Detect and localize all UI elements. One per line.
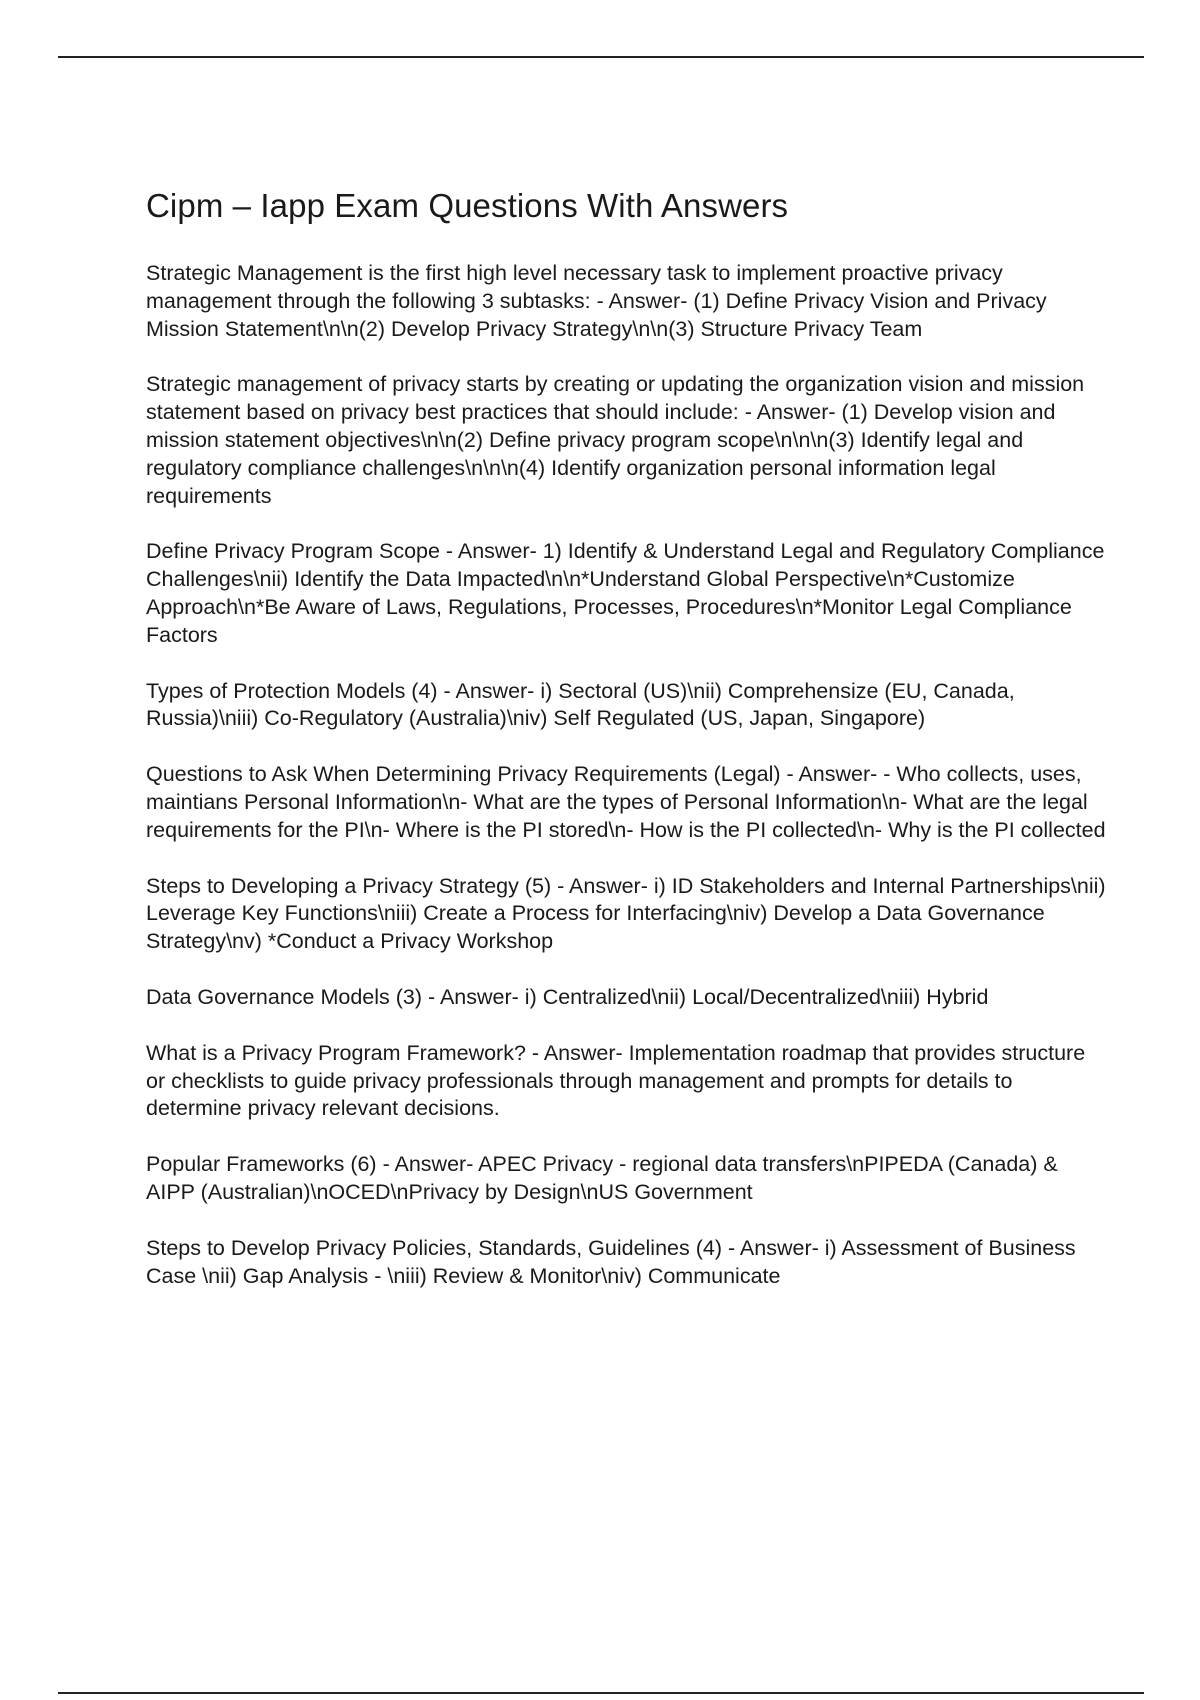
qa-entry-program-framework: What is a Privacy Program Framework? - Answer- Implementation roadmap that provides structure or checklists to guide privacy professionals through management and prompts for details to determine privacy relevant decisions. xyxy=(146,1040,1086,1121)
document-body xyxy=(146,186,1106,1318)
qa-entry-vision-mission: Strategic management of privacy starts by creating or updating the organization vision and mission statement based on privacy best practices that should include: - Answer- (1) Develop vision and mission statement objectives\n\n(2) Define privacy program scope\n\n\n(3) Identify legal and regulatory compliance challenges\n\n\n(4) Identify organization personal information legal requirements xyxy=(146,372,1085,508)
qa-entry-popular-frameworks: Popular Frameworks (6) - Answer- APEC Privacy - regional data transfers\nPIPEDA (Canada) & AIPP (Australian)\nOCED\nPrivacy by Design\nUS Government xyxy=(146,1152,1058,1204)
document-title: Cipm – Iapp Exam Questions With Answers xyxy=(146,187,789,224)
qa-entry-program-scope: Define Privacy Program Scope - Answer- 1) Identify & Understand Legal and Regulatory Compliance Challenges\nii) Identify the Data Impacted\n\n*Understand Global Perspective\n*Customize Approach\n*Be Aware of Laws, Regulations, Processes, Procedures\n*Monitor Legal Compliance Factors xyxy=(146,539,1105,647)
qa-entry-strategic-management: Strategic Management is the first high level necessary task to implement proactive privacy management through the following 3 subtasks: - Answer- (1) Define Privacy Vision and Privacy Mission Statement\n\n(2) Develop Privacy Strategy\n\n(3) Structure Privacy Team xyxy=(146,261,1047,341)
qa-entry-protection-models: Types of Protection Models (4) - Answer- i) Sectoral (US)\nii) Comprehensize (EU, Canada, Russia)\niii) Co-Regulatory (Australia)\niv) Self Regulated (US, Japan, Singapore) xyxy=(146,678,1015,731)
qa-entry-governance-models: Data Governance Models (3) - Answer- i) Centralized\nii) Local/Decentralized\niii) Hybrid xyxy=(146,984,989,1009)
qa-entry-privacy-requirements: Questions to Ask When Determining Privacy Requirements (Legal) - Answer- - Who collects, uses, maintians Personal Information\n- What are the types of Personal Information\n- What are the legal requirements for the PI\n- Where is the PI stored\n- How is the PI collected\n- Why is the PI collected xyxy=(146,762,1106,842)
top-rule xyxy=(58,56,1144,58)
bottom-rule xyxy=(58,1692,1144,1694)
qa-entry-privacy-strategy: Steps to Developing a Privacy Strategy (5) - Answer- i) ID Stakeholders and Internal Partnerships\nii) Leverage Key Functions\niii) Create a Process for Interfacing\niv) Develop a Data Governance Strategy\nv) *Conduct a Privacy Workshop xyxy=(146,873,1106,954)
qa-entry-policies-standards: Steps to Develop Privacy Policies, Standards, Guidelines (4) - Answer- i) Assessment of Business Case \nii) Gap Analysis - \niii) Review & Monitor\niv) Communicate xyxy=(146,1235,1076,1288)
